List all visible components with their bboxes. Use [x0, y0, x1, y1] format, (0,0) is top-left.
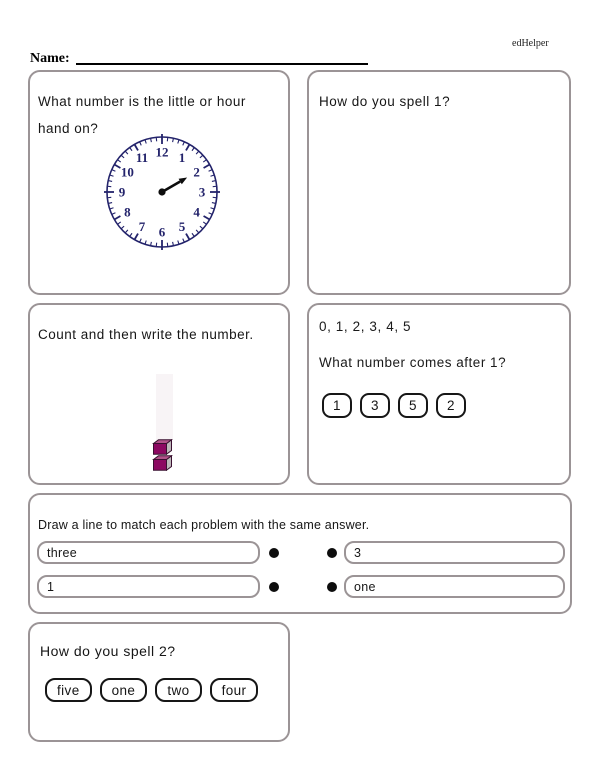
- count-question: Count and then write the number.: [38, 327, 254, 342]
- match-right-item[interactable]: one: [344, 575, 565, 598]
- choice-button[interactable]: 3: [360, 393, 390, 418]
- brand-logo: edHelper: [512, 38, 549, 49]
- svg-text:3: 3: [198, 184, 206, 200]
- choice-button[interactable]: two: [155, 678, 201, 702]
- svg-text:2: 2: [193, 164, 200, 180]
- match-dot[interactable]: [327, 582, 337, 592]
- spell-two-question: How do you spell 2?: [40, 643, 176, 659]
- svg-text:10: 10: [120, 164, 134, 180]
- match-row: [37, 541, 570, 564]
- hour-hand-arrowhead: [179, 178, 188, 185]
- choice-button[interactable]: four: [210, 678, 259, 702]
- sequence-choices: [322, 393, 561, 418]
- clock-face: [97, 127, 227, 257]
- clock-center-dot: [158, 188, 165, 195]
- svg-text:1: 1: [178, 149, 186, 165]
- cube-stack: [152, 439, 173, 471]
- svg-text:4: 4: [193, 204, 200, 220]
- sequence-question: What number comes after 1?: [319, 355, 507, 370]
- svg-text:12: 12: [155, 144, 169, 160]
- choice-button[interactable]: 5: [398, 393, 428, 418]
- cube-icon: [152, 439, 173, 455]
- match-left-item[interactable]: three: [37, 541, 260, 564]
- spell-one-question: How do you spell 1?: [319, 94, 451, 109]
- name-label: Name:: [30, 51, 70, 66]
- svg-text:7: 7: [138, 219, 146, 235]
- svg-text:6: 6: [158, 224, 166, 240]
- match-left-item[interactable]: 1: [37, 575, 260, 598]
- choice-button[interactable]: 1: [322, 393, 352, 418]
- count-box: [28, 303, 290, 485]
- clock-question-box: [28, 70, 290, 295]
- match-dot[interactable]: [327, 548, 337, 558]
- match-dot[interactable]: [269, 582, 279, 592]
- spell-two-choices: [45, 678, 280, 702]
- spell-one-box: [307, 70, 571, 295]
- spell-two-box: [28, 622, 290, 742]
- match-row: [37, 575, 570, 598]
- clock-question-text: What number is the little or hour hand on?: [38, 94, 246, 136]
- cube-icon: [152, 455, 173, 471]
- sequence-given: 0, 1, 2, 3, 4, 5: [319, 319, 412, 334]
- choice-button[interactable]: 2: [436, 393, 466, 418]
- svg-text:8: 8: [124, 204, 131, 220]
- choice-button[interactable]: one: [100, 678, 148, 702]
- choice-button[interactable]: five: [45, 678, 92, 702]
- match-dot[interactable]: [269, 548, 279, 558]
- sequence-box: [307, 303, 571, 485]
- cube-column-watermark: [156, 374, 173, 440]
- match-right-item[interactable]: 3: [344, 541, 565, 564]
- matching-instruction: Draw a line to match each problem with the same answer.: [38, 518, 370, 532]
- matching-box: [28, 493, 572, 614]
- name-blank-line[interactable]: [76, 47, 368, 65]
- svg-text:9: 9: [118, 184, 126, 200]
- svg-text:11: 11: [135, 149, 149, 165]
- svg-text:5: 5: [178, 219, 186, 235]
